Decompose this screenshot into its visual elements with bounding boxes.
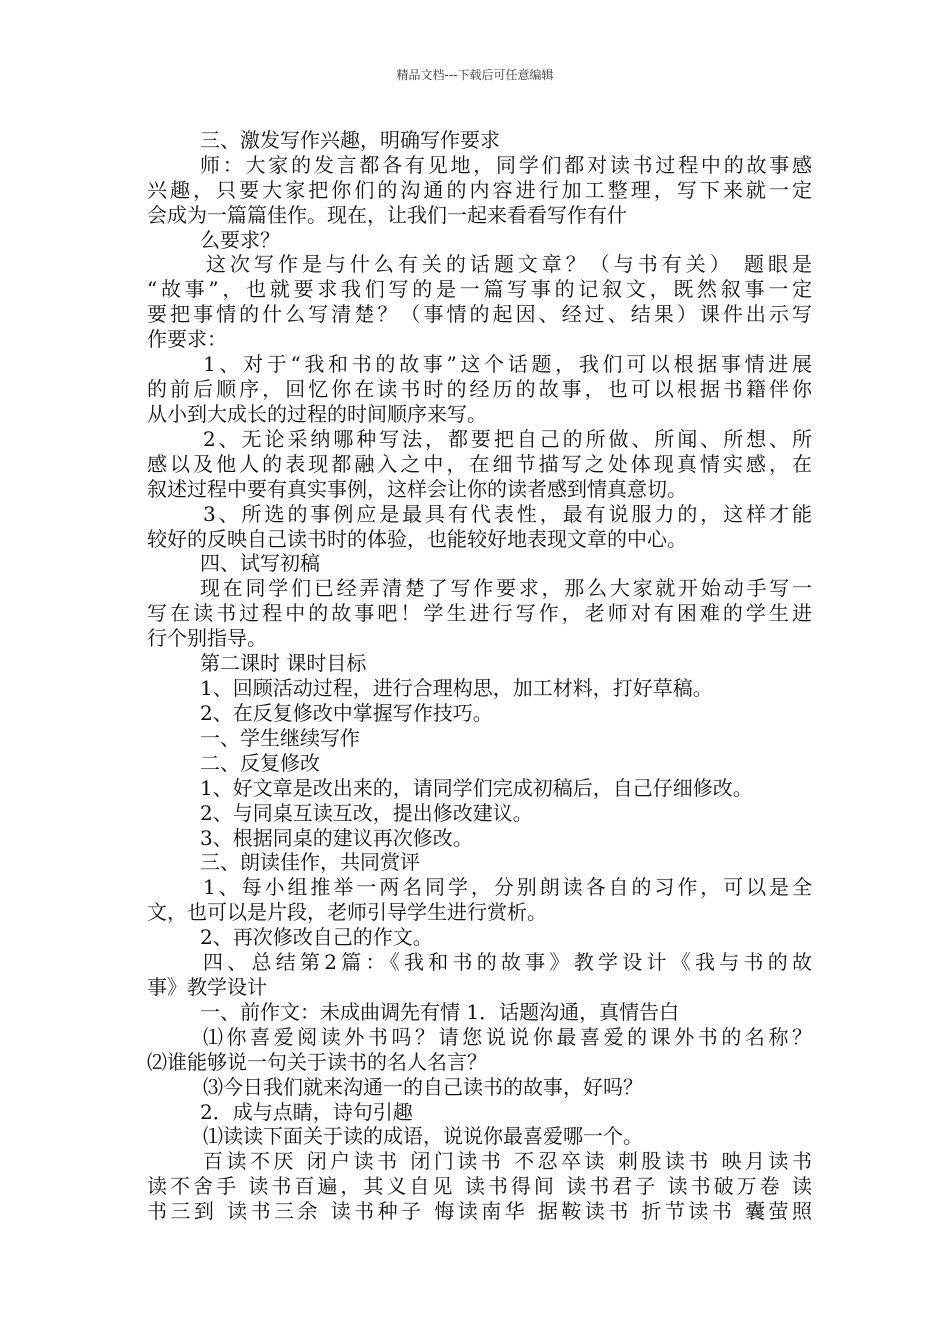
text-line: 感以及他人的表现都融入之中，在细节描写之处体现真情实感，在: [147, 452, 812, 476]
text-line: 1、每小组推举一两名同学，分别朗读各自的习作，可以是全: [203, 875, 812, 899]
text-line: 1、回顾活动过程，进行合理构思，加工材料，打好草稿。: [200, 676, 713, 700]
text-line: 3、根据同桌的建议再次修改。: [200, 826, 473, 850]
text-line: 三、朗读佳作，共同赏评: [200, 850, 420, 874]
text-line: 么要求？: [200, 228, 280, 252]
text-line: 一、学生继续写作: [200, 726, 360, 750]
text-line: “故事”，也就要求我们写的是一篇写事的记叙文，既然叙事一定: [147, 277, 812, 301]
text-line: 2、在反复修改中掌握写作技巧。: [200, 701, 493, 725]
text-line: 作要求：: [147, 327, 227, 351]
text-line: 一、前作文：未成曲调先有情 1．话题沟通，真情告白: [200, 1000, 680, 1024]
text-line: 的前后顺序，回忆你在读书时的经历的故事，也可以根据书籍伴你: [147, 377, 812, 401]
text-line: 2、无论采纳哪种写法，都要把自己的所做、所闻、所想、所: [203, 427, 812, 451]
text-line: 3、所选的事例应是最具有代表性，最有说服力的，这样才能: [203, 502, 812, 526]
text-line: 这次写作是与什么有关的话题文章？（与书有关） 题眼是: [206, 252, 812, 276]
text-line: 行个别指导。: [147, 626, 267, 650]
text-line: 较好的反映自己读书时的体验，也能较好地表现文章的中心。: [147, 527, 687, 551]
text-line: 2、再次修改自己的作文。: [200, 925, 433, 949]
text-line: 四、总结第2篇：《我和书的故事》教学设计《我与书的故: [203, 950, 812, 974]
text-line: 师：大家的发言都各有见地，同学们都对读书过程中的故事感: [200, 153, 812, 177]
text-line: ⑵谁能够说一句关于读书的名人名言？: [147, 1050, 487, 1074]
text-line: ⑴你喜爱阅读外书吗？请您说说你最喜爱的课外书的名称？: [203, 1025, 812, 1049]
text-line: 读不舍手 读书百遍，其义自见 读书得间 读书君子 读书破万卷 读: [147, 1174, 812, 1198]
page-header: 精品文档---下载后可任意编辑: [396, 68, 554, 82]
text-line: 2．成与点睛，诗句引趣: [200, 1100, 413, 1124]
text-line: 要把事情的什么写清楚？（事情的起因、经过、结果）课件出示写: [147, 302, 812, 326]
text-line: 第二课时 课时目标: [200, 651, 367, 675]
text-line: 三、激发写作兴趣，明确写作要求: [200, 128, 500, 152]
text-line: 现在同学们已经弄清楚了写作要求，那么大家就开始动手写一: [200, 576, 812, 600]
text-line: 1、对于“我和书的故事”这个话题，我们可以根据事情进展: [203, 352, 812, 376]
text-line: ⑶今日我们就来沟通一的自己读书的故事，好吗？: [203, 1075, 643, 1099]
text-line: 写在读书过程中的故事吧！学生进行写作，老师对有困难的学生进: [147, 601, 812, 625]
text-line: 百读不厌 闭户读书 闭门读书 不忍卒读 刺股读书 映月读书: [203, 1149, 812, 1173]
text-line: 文，也可以是片段，老师引导学生进行赏析。: [147, 900, 547, 924]
text-line: 二、反复修改: [200, 751, 320, 775]
text-line: 书三到 读书三余 读书种子 悔读南华 据鞍读书 折节读书 囊萤照: [147, 1199, 812, 1223]
text-line: 兴趣，只要大家把你们的沟通的内容进行加工整理，写下来就一定: [147, 178, 812, 202]
text-line: 叙述过程中要有真实事例，这样会让你的读者感到情真意切。: [147, 477, 687, 501]
text-line: 从小到大成长的过程的时间顺序来写。: [147, 402, 487, 426]
text-line: ⑴读读下面关于读的成语，说说你最喜爱哪一个。: [203, 1124, 643, 1148]
text-line: 2、与同桌互读互改，提出修改建议。: [200, 801, 533, 825]
text-line: 1、好文章是改出来的，请同学们完成初稿后，自己仔细修改。: [200, 776, 753, 800]
text-line: 会成为一篇篇佳作。现在，让我们一起来看看写作有什: [147, 203, 627, 227]
text-line: 四、试写初稿: [200, 551, 320, 575]
text-line: 事》教学设计: [147, 975, 267, 999]
